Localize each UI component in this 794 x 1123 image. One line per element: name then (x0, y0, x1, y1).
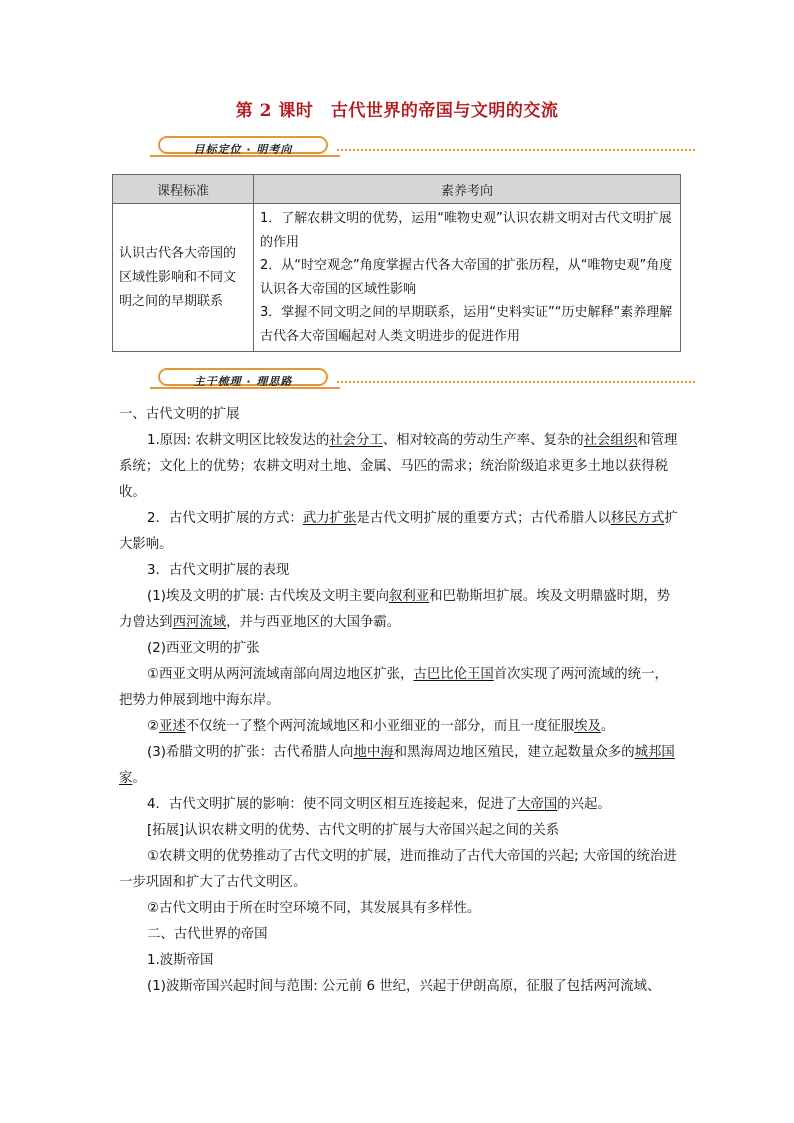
curriculum-table (112, 174, 681, 352)
literacy-goal-1: 1．了解农耕文明的优势，运用“唯物史观”认识农耕文明对古代文明扩展的作用 (260, 211, 672, 250)
banner-pill (158, 368, 328, 386)
paragraph-greece: (3)希腊文明的扩张：古代希腊人向地中海和黑海周边地区殖民，建立起数量众多的城邦国家。 (119, 745, 675, 786)
paragraph-impact: 4．古代文明扩展的影响：使不同文明区相互连接起来，促进了大帝国的兴起。 (147, 797, 611, 812)
lesson-body (119, 402, 679, 1000)
literacy-goal-2: 2．从“时空观念”角度掌握古代各大帝国的扩张历程，从“唯物史观”角度认识各大帝国的区域性影响 (260, 258, 673, 297)
lesson-title: 第 2 课时 古代世界的帝国与文明的交流 (235, 101, 559, 121)
paragraph-extension-heading: [拓展]认识农耕文明的优势、古代文明的扩展与大帝国兴起之间的关系 (147, 823, 560, 838)
paragraph-method: 2．古代文明扩展的方式：武力扩张是古代文明扩展的重要方式；古代希腊人以移民方式扩大影响。 (119, 511, 678, 552)
literacy-goals-cell (254, 204, 681, 352)
paragraph-persia-rise: (1)波斯帝国兴起时间与范围: 公元前 6 世纪，兴起于伊朗高原，征服了包括两河流域、 (147, 979, 661, 994)
section-banner-goals (150, 136, 696, 160)
banner-label: 目标定位 · 明考向 (193, 143, 293, 156)
literacy-goal-3: 3．掌握不同文明之间的早期联系，运用“史料实证”“历史解释”素养理解古代各大帝国崛起对人类文明进步的促进作用 (260, 305, 673, 344)
paragraph-egypt: (1)埃及文明的扩展: 古代埃及文明主要向叙利亚和巴勒斯坦扩展。埃及文明鼎盛时期，势力曾达到西河流域，并与西亚地区的大国争霸。 (119, 589, 671, 630)
paragraph-persia-heading: 1.波斯帝国 (147, 953, 214, 968)
section-heading-2: 二、古代世界的帝国 (147, 927, 268, 942)
section-heading-1: 一、古代文明的扩展 (119, 407, 240, 422)
paragraph-manifestation-heading: 3．古代文明扩展的表现 (147, 563, 290, 578)
paragraph-babylon: ①西亚文明从两河流域南部向周边地区扩张，古巴比伦王国首次实现了两河流域的统一，把势力伸展到地中海东岸。 (119, 667, 668, 708)
paragraph-assyria: ②亚述不仅统一了整个两河流域地区和小亚细亚的一部分，而且一度征服埃及。 (147, 719, 615, 734)
curriculum-standard-cell: 认识古代各大帝国的区域性影响和不同文明之间的早期联系 (113, 204, 254, 352)
paragraph-extension-1: ①农耕文明的优势推动了古代文明的扩展，进而推动了古代大帝国的兴起; 大帝国的统治进一步巩固和扩大了古代文明区。 (119, 849, 677, 890)
table-header-standard: 课程标准 (113, 175, 254, 204)
section-banner-outline (150, 368, 696, 392)
banner-label: 主干梳理 · 理思路 (193, 375, 293, 388)
paragraph-west-asia-heading: (2)西亚文明的扩张 (147, 641, 260, 656)
banner-dotted-rule (336, 148, 696, 153)
table-header-literacy: 素养考向 (254, 175, 681, 204)
banner-pill (158, 136, 328, 154)
paragraph-cause: 1.原因: 农耕文明区比较发达的社会分工、相对较高的劳动生产率、复杂的社会组织和管理系统；文化上的优势；农耕文明对土地、金属、马匹的需求；统治阶级追求更多土地以获得税收。 (119, 433, 678, 500)
banner-dotted-rule (336, 380, 696, 385)
paragraph-extension-2: ②古代文明由于所在时空环境不同，其发展具有多样性。 (147, 901, 481, 916)
